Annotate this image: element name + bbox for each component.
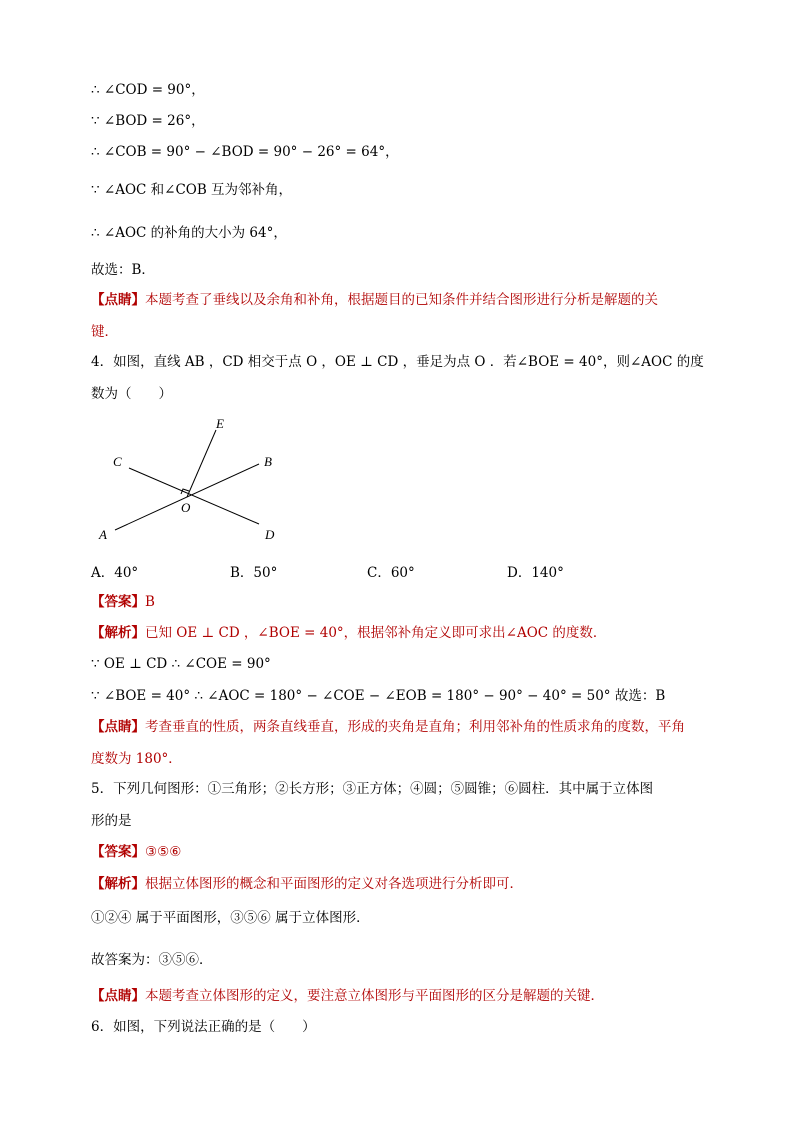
label-e: E	[216, 416, 224, 431]
ray-oe	[187, 430, 216, 497]
q4-tip	[91, 717, 685, 737]
label-c: C	[113, 454, 122, 469]
solution-line-4: ∵ ∠AOC 和∠COB 互为邻补角，	[91, 182, 293, 198]
label-b: B	[264, 454, 272, 469]
q5-analysis	[91, 874, 523, 894]
q5-answer-value: ③⑤⑥	[145, 844, 182, 860]
q4-answer-value: B	[145, 594, 155, 610]
tip-1-tag: 【点睛】	[91, 292, 145, 308]
solution-line-3: ∴ ∠COB = 90° − ∠BOD = 90° − 26° = 64°，	[91, 144, 399, 160]
q5-step-2: 故答案为：③⑤⑥．	[91, 952, 213, 968]
q4-analysis	[91, 623, 606, 643]
q5-line-1: 5．下列几何图形：①三角形；②长方形；③正方体；④圆；⑤圆锥；⑥圆柱．其中属于立体图	[91, 781, 654, 797]
q4-step-1: ∵ OE ⊥ CD ∴ ∠COE = 90°	[91, 656, 271, 672]
q4-answer-tag: 【答案】	[91, 594, 145, 610]
label-a: A	[99, 527, 107, 542]
q4-figure	[95, 408, 295, 548]
q4-option-d[interactable]: D．140°	[507, 565, 564, 581]
q4-option-c[interactable]: C．60°	[367, 565, 415, 581]
solution-line-2: ∵ ∠BOD = 26°，	[91, 113, 205, 129]
q5-answer	[91, 842, 181, 862]
q5-tip-text: 本题考查立体图形的定义，要注意立体图形与平面图形的区分是解题的关键．	[145, 988, 604, 1004]
solution-line-5: ∴ ∠AOC 的补角的大小为 64°，	[91, 225, 287, 241]
q4-analysis-tag: 【解析】	[91, 625, 145, 641]
q4-option-a[interactable]: A．40°	[91, 565, 139, 581]
q5-line-2: 形的是	[91, 813, 132, 829]
solution-line-1: ∴ ∠COD = 90°，	[91, 82, 205, 98]
q5-answer-tag: 【答案】	[91, 844, 145, 860]
q6-line-1: 6．如图，下列说法正确的是（ ）	[91, 1019, 316, 1035]
q4-option-b[interactable]: B．50°	[230, 565, 278, 581]
q4-tip-tag: 【点睛】	[91, 719, 145, 735]
q4-tip-text-a: 考查垂直的性质，两条直线垂直，形成的夹角是直角；利用邻补角的性质求角的度数，平角	[145, 719, 685, 735]
q4-tip-cont: 度数为 180°．	[91, 751, 182, 767]
solution-line-6: 故选：B．	[91, 262, 155, 278]
label-o: O	[181, 500, 191, 515]
tip-1	[91, 290, 658, 310]
q4-answer	[91, 592, 155, 612]
q5-step-1: ①②④ 属于平面图形，③⑤⑥ 属于立体图形．	[91, 910, 370, 926]
q5-analysis-text: 根据立体图形的概念和平面图形的定义对各选项进行分析即可．	[145, 876, 523, 892]
q4-line-1: 4．如图，直线 AB ，CD 相交于点 O ，OE ⊥ CD ，垂足为点 O ．若∠BOE = 40°，则∠AOC 的度	[91, 354, 704, 370]
q5-tip-tag: 【点睛】	[91, 988, 145, 1004]
tip-1-cont: 键．	[91, 324, 118, 340]
label-d: D	[265, 527, 275, 542]
q4-line-2: 数为（ ）	[91, 386, 172, 402]
line-cd	[129, 468, 259, 524]
q5-analysis-tag: 【解析】	[91, 876, 145, 892]
q4-step-2: ∵ ∠BOE = 40° ∴ ∠AOC = 180° − ∠COE − ∠EOB = 180° − 90° − 40° = 50° 故选：B	[91, 688, 666, 704]
q5-tip	[91, 986, 604, 1006]
q4-analysis-text: 已知 OE ⊥ CD ，∠BOE = 40°，根据邻补角定义即可求出∠AOC 的度数．	[145, 625, 607, 641]
tip-1-text-a: 本题考查了垂线以及余角和补角，根据题目的已知条件并结合图形进行分析是解题的关	[145, 292, 658, 308]
